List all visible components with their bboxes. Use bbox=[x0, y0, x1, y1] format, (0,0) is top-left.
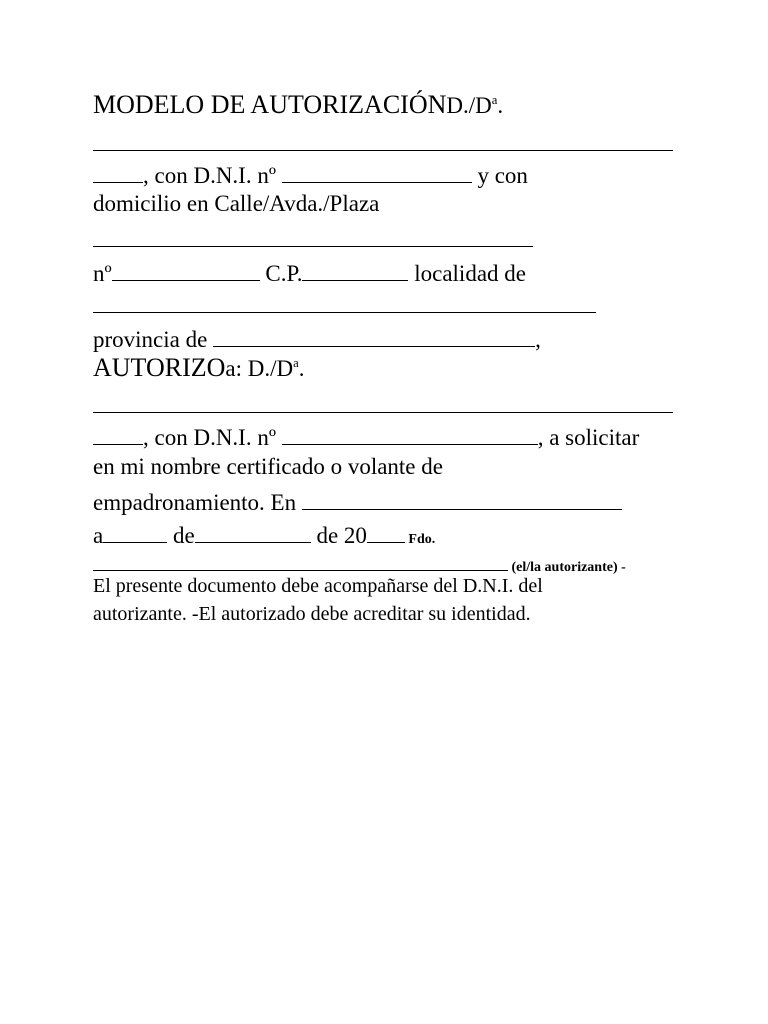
blank-dni-2[interactable] bbox=[282, 422, 538, 445]
address-label: domicilio en Calle/Avda./Plaza bbox=[93, 191, 380, 216]
dni-line-2 bbox=[93, 422, 639, 449]
blank-province[interactable] bbox=[213, 324, 535, 347]
dni-line-1 bbox=[93, 160, 528, 187]
dni-end-1: y con bbox=[471, 162, 528, 188]
authorize-end: . bbox=[298, 356, 305, 381]
signature-line bbox=[93, 548, 626, 575]
dni-end-2: , a solicitar bbox=[537, 424, 640, 450]
year-label: de 20 bbox=[310, 522, 367, 548]
authorize-rest: a: D./D bbox=[225, 356, 294, 381]
province-label: provincia de bbox=[93, 326, 214, 352]
note-line-1: El presente documento debe acompañarse del D.N.I. del bbox=[93, 575, 543, 597]
day-label: a bbox=[93, 522, 104, 548]
blank-number[interactable] bbox=[112, 258, 260, 281]
place-line bbox=[93, 487, 622, 514]
note-line-2: autorizante. -El autorizado debe acreditar su identidad. bbox=[93, 603, 531, 625]
number-cp-line bbox=[93, 258, 526, 285]
dni-label-2: , con D.N.I. nº bbox=[143, 424, 282, 450]
title-sup: a bbox=[491, 93, 498, 108]
authorize-line bbox=[93, 355, 305, 381]
date-line bbox=[93, 520, 435, 547]
signature-label: (el/la autorizante) - bbox=[508, 559, 626, 575]
blank-month[interactable] bbox=[195, 520, 311, 543]
blank-name-end[interactable] bbox=[93, 160, 143, 183]
province-line bbox=[93, 324, 541, 351]
title-end: . bbox=[497, 93, 504, 118]
blank-line-name-2[interactable] bbox=[93, 390, 673, 417]
dni-label-1: , con D.N.I. nº bbox=[143, 162, 282, 188]
blank-locality[interactable] bbox=[93, 290, 596, 317]
blank-signature[interactable] bbox=[93, 548, 508, 571]
place-label: empadronamiento. En bbox=[93, 489, 302, 515]
document-title bbox=[93, 92, 503, 118]
province-comma: , bbox=[535, 326, 541, 352]
title-suffix: D./D bbox=[446, 93, 492, 118]
authorize-word: AUTORIZO bbox=[93, 353, 226, 382]
cp-label: C.P. bbox=[259, 260, 303, 286]
request-line: en mi nombre certificado o volante de bbox=[93, 454, 443, 479]
title-main: MODELO DE AUTORIZACIÓN bbox=[93, 90, 447, 119]
locality-label: localidad de bbox=[408, 260, 526, 286]
signed-label: Fdo. bbox=[404, 531, 436, 547]
blank-day[interactable] bbox=[103, 520, 167, 543]
blank-year[interactable] bbox=[367, 520, 405, 543]
number-label: nº bbox=[93, 260, 112, 286]
blank-cp[interactable] bbox=[302, 258, 408, 281]
blank-name2-end[interactable] bbox=[93, 422, 143, 445]
blank-address[interactable] bbox=[93, 224, 533, 251]
blank-dni-1[interactable] bbox=[282, 160, 472, 183]
month-label: de bbox=[167, 522, 195, 548]
authorize-sup: a bbox=[293, 356, 299, 371]
blank-place[interactable] bbox=[302, 487, 622, 510]
blank-line-name-1[interactable] bbox=[93, 128, 673, 155]
